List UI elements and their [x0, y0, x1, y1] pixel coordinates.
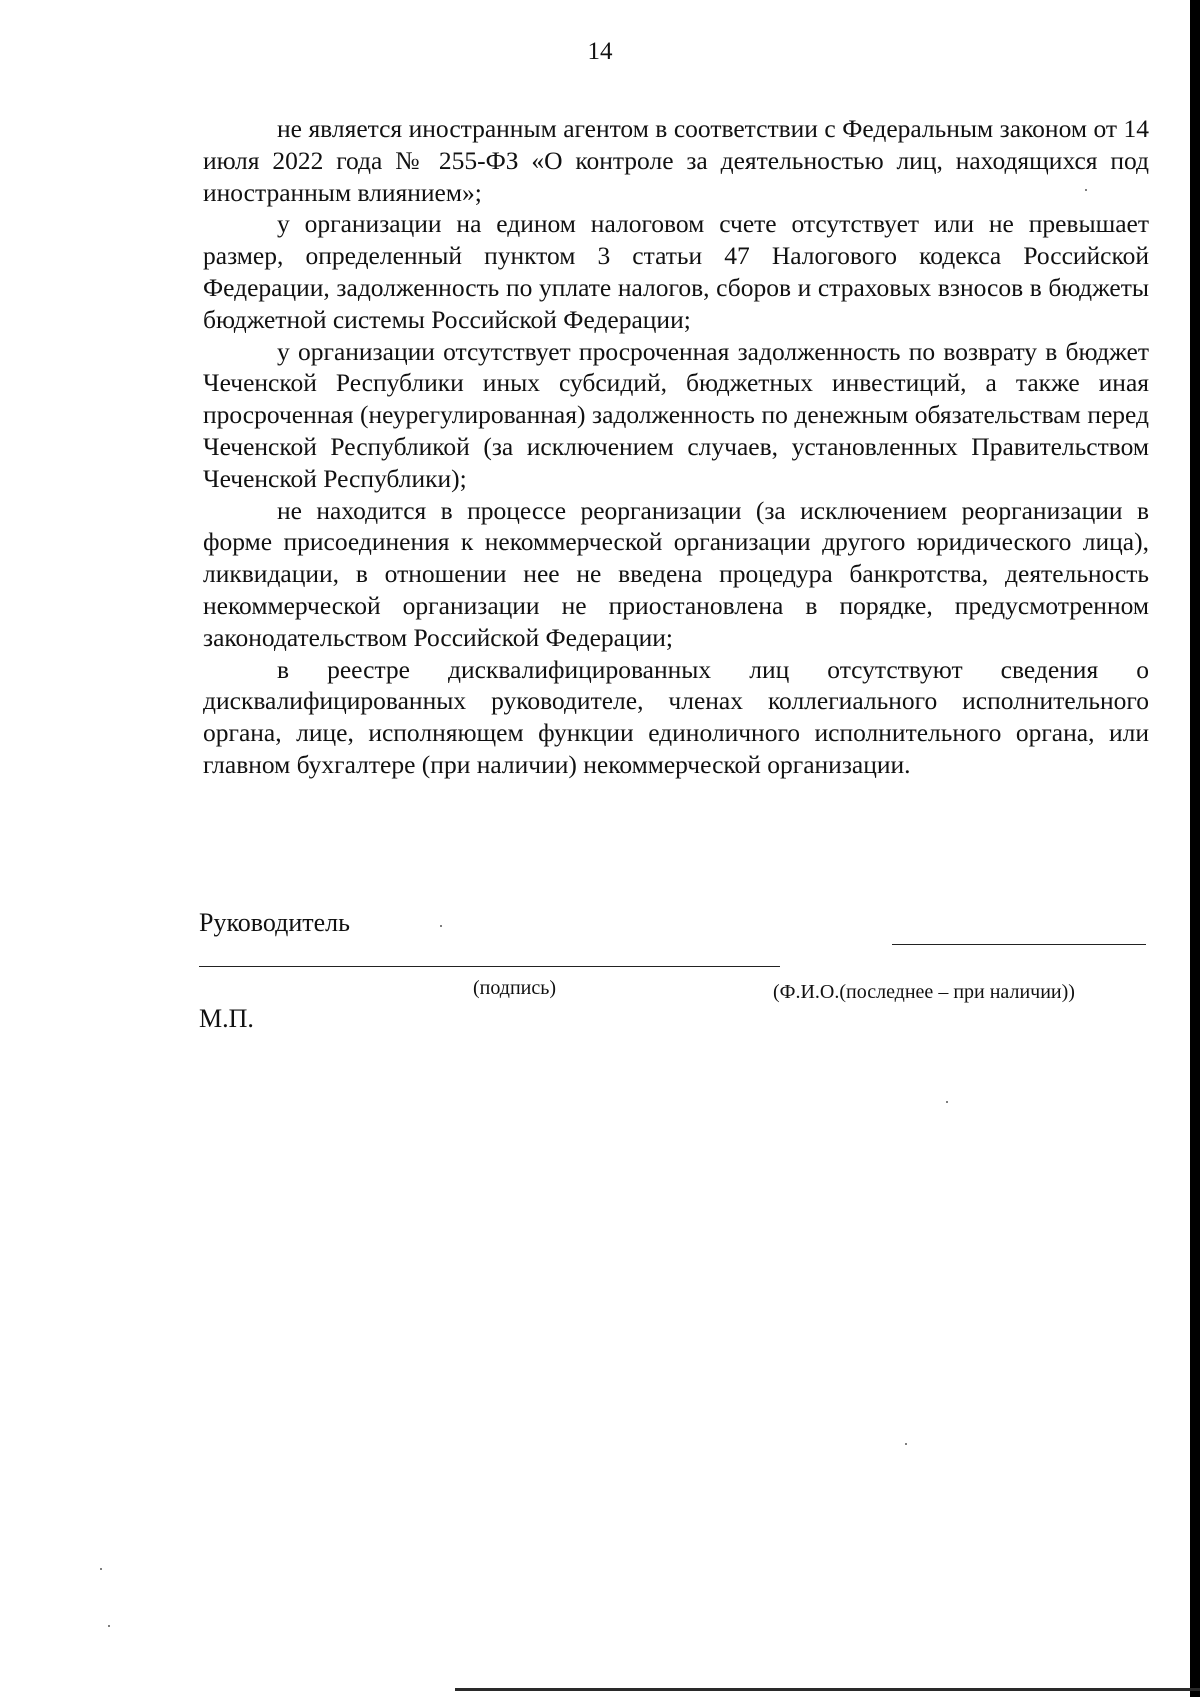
role-label: Руководитель — [199, 908, 350, 937]
scan-speck — [100, 1568, 102, 1570]
scan-speck — [946, 1101, 948, 1103]
paragraph-tax-debt: у организации на едином налоговом счете отсутствует или не превышает размер, определенный пунктом 3 статьи 47 Налогового кодекса Российской Федерации, задолженность по уплате налогов, сборов и страховых взносов в бюджеты бюджетной системы Российской Федерации; — [203, 209, 1149, 334]
paragraph-foreign-agent: не является иностранным агентом в соответствии с Федеральным законом от 14 июля 2022 года № 255-ФЗ «О контроле за деятельностью лиц, находящихся под иностранным влиянием»; — [203, 114, 1149, 207]
stamp-label: М.П. — [199, 1004, 254, 1033]
paragraph-reorganization: не находится в процессе реорганизации (за исключением реорганизации в форме присоединения к некоммерческой организации другого юридического лица), ликвидации, в отношении нее не введена процедура банкротства, деятельность некоммерческой организации не приостановлена в порядке, предусмотренном законодательством Российской Федерации; — [203, 495, 1149, 652]
page-number: 14 — [587, 38, 613, 65]
name-caption: (Ф.И.О.(последнее – при наличии)) — [773, 981, 1075, 1003]
scan-speck — [440, 925, 442, 927]
name-line — [892, 944, 1146, 945]
signature-caption: (подпись) — [473, 977, 557, 999]
paragraph-budget-debt: у организации отсутствует просроченная задолженность по возврату в бюджет Чеченской Республики иных субсидий, бюджетных инвестиций, а также иная просроченная (неурегулированная) задолженность по денежным обязательствам перед Чеченской Республикой (за исключением случаев, установленных Правительством Чеченской Республики); — [203, 336, 1149, 493]
signature-line — [199, 966, 780, 967]
scan-speck — [1085, 189, 1087, 191]
paragraph-disqualified-persons: в реестре дисквалифицированных лиц отсутствуют сведения о дисквалифицированных руководителе, членах коллегиального исполнительного органа, лице, исполняющем функции единоличного исполнительного органа, или главном бухгалтере (при наличии) некоммерческой организации. — [203, 654, 1149, 779]
scan-speck — [108, 1625, 110, 1627]
scan-speck — [905, 1443, 907, 1445]
